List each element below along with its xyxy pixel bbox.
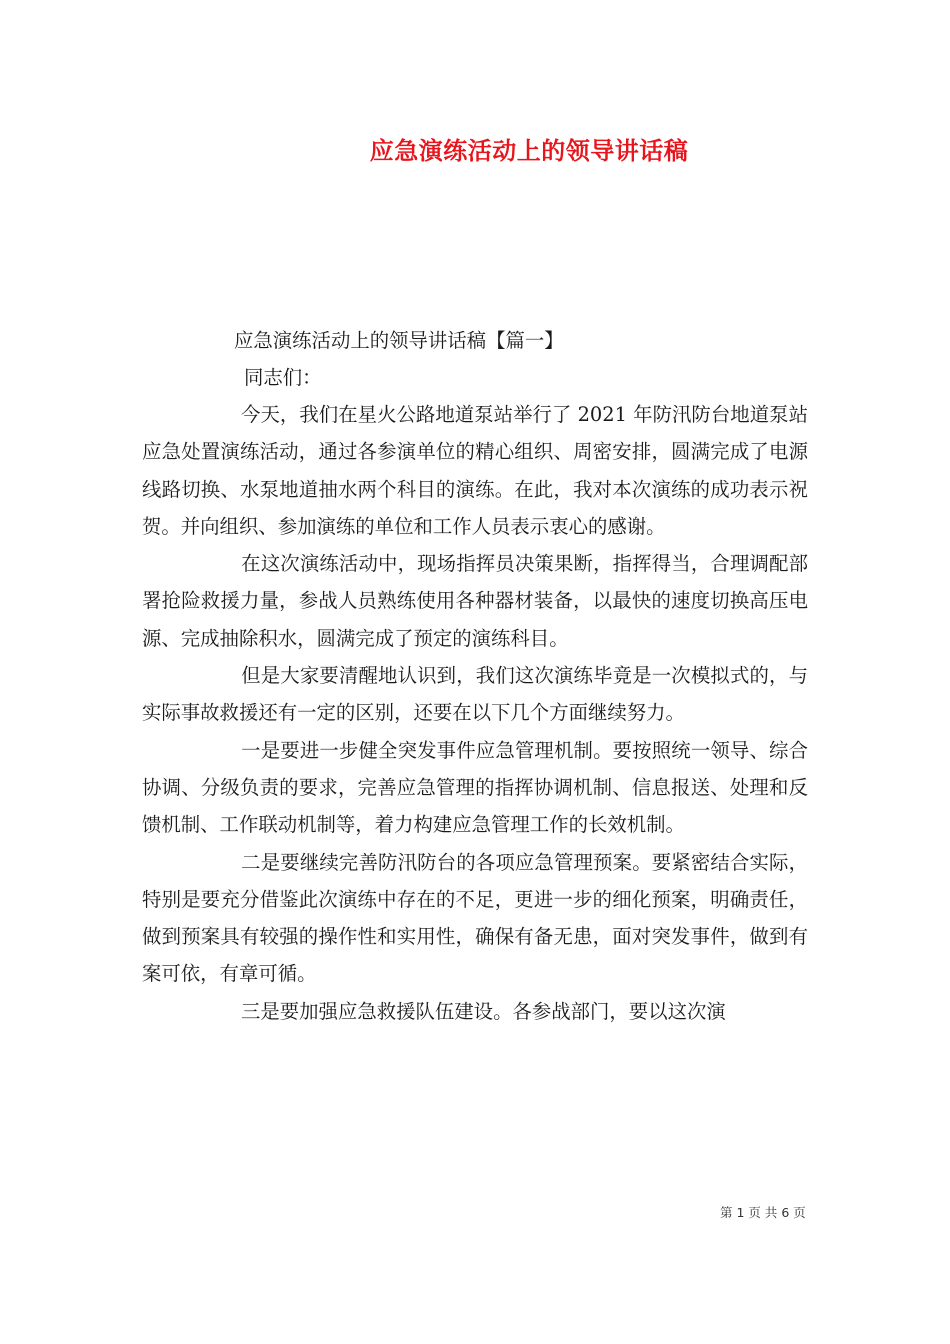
paragraph: 在这次演练活动中，现场指挥员决策果断，指挥得当，合理调配部署抢险救援力量，参战人员熟练使用各种器材装备，以最快的速度切换高压电源、完成抽除积水，圆满完成了预定的演练科目。 (142, 552, 808, 650)
section-subheading: 应急演练活动上的领导讲话稿【篇一】 (234, 329, 564, 352)
paragraph: 今天，我们在星火公路地道泵站举行了 2021 年防汛防台地道泵站应急处置演练活动，通过各参演单位的精心组织、周密安排，圆满完成了电源线路切换、水泵地道抽水两个科目的演练。在此，我对本次演练的成功表示祝贺。并向组织、参加演练的单位和工作人员表示衷心的感谢。 (142, 403, 808, 538)
document-body (142, 322, 808, 1030)
paragraph: 三是要加强应急救援队伍建设。各参战部门，要以这次演 (241, 999, 726, 1023)
paragraph: 一是要进一步健全突发事件应急管理机制。要按照统一领导、综合协调、分级负责的要求，完善应急管理的指挥协调机制、信息报送、处理和反馈机制、工作联动机制等，着力构建应急管理工作的长效机制。 (142, 738, 808, 837)
document-title: 应急演练活动上的领导讲话稿 (369, 137, 689, 165)
paragraph: 但是大家要清醒地认识到，我们这次演练毕竟是一次模拟式的，与实际事故救援还有一定的区别，还要在以下几个方面继续努力。 (142, 664, 808, 725)
salutation: 同志们： (244, 366, 322, 389)
paragraph: 二是要继续完善防汛防台的各项应急管理预案。要紧密结合实际，特别是要充分借鉴此次演练中存在的不足，更进一步的细化预案，明确责任，做到预案具有较强的操作性和实用性，确保有备无患，面对突发事件，做到有案可依，有章可循。 (142, 850, 808, 986)
page-number-footer: 第 1 页 共 6 页 (720, 1205, 806, 1220)
